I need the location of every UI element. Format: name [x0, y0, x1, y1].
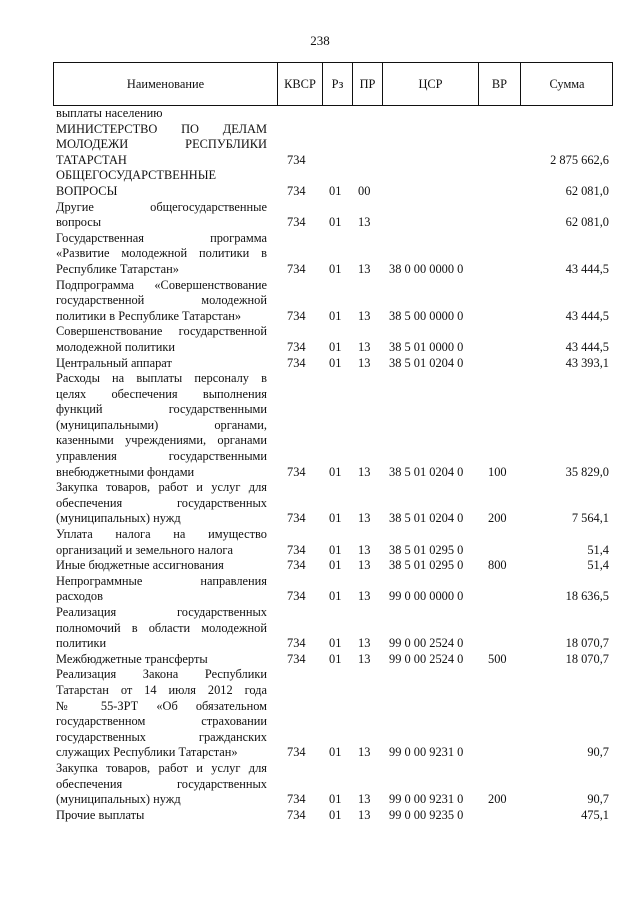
row-name-line: ВОПРОСЫ	[56, 183, 118, 198]
cell-kvsr: 734	[287, 308, 306, 323]
table-row	[0, 200, 640, 231]
row-name-line: Республике Татарстан»	[56, 261, 179, 276]
cell-csr: 38 5 01 0295 0	[389, 558, 464, 573]
table-row	[0, 231, 640, 278]
cell-kvsr: 734	[287, 152, 306, 167]
row-name-line: Непрограммные направления	[56, 573, 267, 588]
cell-sum: 43 444,5	[565, 308, 609, 323]
cell-pr: 13	[358, 261, 371, 276]
cell-rz: 01	[329, 215, 342, 230]
row-name-line: организаций и земельного налога	[56, 542, 234, 557]
page-number: 238	[310, 33, 330, 48]
row-name-line: служащих Республики Татарстан»	[56, 745, 238, 760]
header-sum: Сумма	[549, 77, 585, 91]
cell-rz: 01	[329, 339, 342, 354]
header-vr: ВР	[479, 63, 521, 105]
cell-pr: 13	[358, 792, 371, 807]
table-row	[0, 356, 640, 372]
cell-kvsr: 734	[287, 339, 306, 354]
cell-rz: 01	[329, 792, 342, 807]
cell-vr: 500	[488, 651, 507, 666]
row-name	[56, 231, 267, 278]
table-row	[0, 168, 640, 199]
row-name	[56, 168, 267, 199]
cell-pr: 13	[358, 464, 371, 479]
cell-pr: 13	[358, 215, 371, 230]
row-name-line: Государственная программа	[56, 230, 267, 245]
row-name-line: Совершенствование государственной	[56, 324, 267, 339]
cell-sum: 51,4	[587, 542, 609, 557]
cell-kvsr: 734	[287, 589, 306, 604]
row-name	[56, 574, 267, 605]
table-row	[0, 652, 640, 668]
cell-sum: 62 081,0	[565, 183, 609, 198]
row-name-line: молодежной политики	[56, 339, 175, 354]
header-kvsr: КВСР	[278, 63, 323, 105]
row-name-line: ТАТАРСТАН	[56, 152, 127, 167]
row-name-line: государственных гражданских	[56, 729, 267, 744]
row-name	[56, 480, 267, 527]
cell-sum: 51,4	[587, 558, 609, 573]
row-name	[56, 324, 267, 355]
table-row	[0, 278, 640, 325]
row-name-line: Прочие выплаты	[56, 807, 145, 822]
cell-sum: 18 636,5	[565, 589, 609, 604]
cell-pr: 13	[358, 651, 371, 666]
cell-pr: 13	[358, 339, 371, 354]
row-name-line: Другие общегосударственные	[56, 199, 267, 214]
table-row	[0, 371, 640, 480]
row-name-line: выплаты населению	[56, 106, 163, 120]
cell-rz: 01	[329, 558, 342, 573]
cell-pr: 13	[358, 807, 371, 822]
row-name-line: вопросы	[56, 215, 102, 230]
cell-csr: 99 0 00 2524 0	[389, 651, 464, 666]
table-row	[0, 667, 640, 761]
cell-kvsr: 734	[287, 215, 306, 230]
row-name-line: Закупка товаров, работ и услуг для	[56, 760, 267, 775]
cell-rz: 01	[329, 261, 342, 276]
cell-rz: 01	[329, 511, 342, 526]
row-name-line: государственной молодежной	[56, 293, 267, 308]
row-name-line: государственном страховании	[56, 714, 267, 729]
cell-csr: 38 5 00 0000 0	[389, 308, 464, 323]
cell-pr: 13	[358, 511, 371, 526]
row-name-line: (муниципальными) органами,	[56, 417, 267, 432]
cell-pr: 13	[358, 542, 371, 557]
cell-pr: 13	[358, 636, 371, 651]
row-name	[56, 356, 267, 372]
table-row	[0, 605, 640, 652]
cell-kvsr: 734	[287, 558, 306, 573]
cell-kvsr: 734	[287, 745, 306, 760]
table-row	[0, 761, 640, 808]
cell-csr: 38 5 01 0204 0	[389, 464, 464, 479]
row-name-line: целях обеспечения выполнения	[56, 386, 267, 401]
cell-rz: 01	[329, 651, 342, 666]
row-name-line: внебюджетными фондами	[56, 464, 195, 479]
cell-sum: 475,1	[581, 807, 609, 822]
row-name	[56, 106, 267, 122]
row-name-line: Татарстан от 14 июля 2012 года	[56, 682, 267, 697]
cell-kvsr: 734	[287, 511, 306, 526]
cell-pr: 13	[358, 355, 371, 370]
cell-csr: 99 0 00 2524 0	[389, 636, 464, 651]
table-row	[0, 808, 640, 824]
cell-csr: 99 0 00 0000 0	[389, 589, 464, 604]
cell-csr: 38 5 01 0295 0	[389, 542, 464, 557]
row-name-line: политики	[56, 636, 107, 651]
cell-rz: 01	[329, 183, 342, 198]
cell-csr: 38 5 01 0204 0	[389, 355, 464, 370]
cell-rz: 01	[329, 807, 342, 822]
row-name	[56, 122, 267, 169]
cell-sum: 90,7	[587, 745, 609, 760]
row-name-line: МИНИСТЕРСТВО ПО ДЕЛАМ	[56, 121, 267, 136]
row-name-line: № 55-ЗРТ «Об обязательном	[56, 698, 267, 713]
table-header	[53, 62, 613, 106]
row-name-line: обеспечения государственных	[56, 776, 267, 791]
table-body	[0, 106, 640, 823]
row-name-line: Расходы на выплаты персоналу в	[56, 371, 267, 386]
row-name-line: расходов	[56, 589, 103, 604]
cell-pr: 13	[358, 558, 371, 573]
row-name-line: ОБЩЕГОСУДАРСТВЕННЫЕ	[56, 168, 217, 183]
cell-rz: 01	[329, 542, 342, 557]
cell-sum: 18 070,7	[565, 651, 609, 666]
row-name-line: управления государственными	[56, 449, 267, 464]
row-name-line: Межбюджетные трансферты	[56, 651, 208, 666]
cell-rz: 01	[329, 464, 342, 479]
row-name-line: Подпрограмма «Совершенствование	[56, 277, 267, 292]
cell-kvsr: 734	[287, 651, 306, 666]
row-name-line: полномочий в области молодежной	[56, 620, 267, 635]
table-row	[0, 106, 640, 122]
cell-sum: 7 564,1	[571, 511, 609, 526]
cell-kvsr: 734	[287, 261, 306, 276]
cell-rz: 01	[329, 745, 342, 760]
table-row	[0, 558, 640, 574]
table-row	[0, 574, 640, 605]
cell-rz: 01	[329, 355, 342, 370]
row-name	[56, 558, 267, 574]
row-name	[56, 667, 267, 761]
cell-csr: 99 0 00 9231 0	[389, 745, 464, 760]
row-name-line: Реализация Закона Республики	[56, 667, 267, 682]
row-name	[56, 652, 267, 668]
row-name	[56, 200, 267, 231]
row-name	[56, 808, 267, 824]
header-name: Наименование	[54, 63, 278, 105]
row-name-line: Закупка товаров, работ и услуг для	[56, 480, 267, 495]
row-name-line: функций государственными	[56, 402, 267, 417]
cell-sum: 62 081,0	[565, 215, 609, 230]
cell-kvsr: 734	[287, 807, 306, 822]
row-name-line: казенными учреждениями, органами	[56, 433, 267, 448]
cell-sum: 43 444,5	[565, 261, 609, 276]
row-name	[56, 527, 267, 558]
cell-kvsr: 734	[287, 792, 306, 807]
cell-sum: 2 875 662,6	[550, 152, 609, 167]
cell-vr: 100	[488, 464, 507, 479]
row-name-line: Центральный аппарат	[56, 355, 172, 370]
row-name-line: (муниципальных) нужд	[56, 792, 181, 807]
cell-rz: 01	[329, 589, 342, 604]
cell-sum: 43 444,5	[565, 339, 609, 354]
header-pr: ПР	[353, 63, 383, 105]
cell-sum: 35 829,0	[565, 464, 609, 479]
row-name	[56, 278, 267, 325]
cell-kvsr: 734	[287, 542, 306, 557]
header-csr: ЦСР	[383, 63, 479, 105]
cell-vr: 200	[488, 511, 507, 526]
row-name-line: обеспечения государственных	[56, 495, 267, 510]
cell-sum: 18 070,7	[565, 636, 609, 651]
row-name	[56, 605, 267, 652]
table-row	[0, 527, 640, 558]
cell-csr: 99 0 00 9235 0	[389, 807, 464, 822]
cell-csr: 38 5 01 0204 0	[389, 511, 464, 526]
table-row	[0, 480, 640, 527]
cell-pr: 13	[358, 589, 371, 604]
row-name-line: «Развитие молодежной политики в	[56, 246, 267, 261]
cell-kvsr: 734	[287, 183, 306, 198]
row-name-line: политики в Республике Татарстан»	[56, 308, 242, 323]
cell-csr: 38 0 00 0000 0	[389, 261, 464, 276]
table-row	[0, 122, 640, 169]
row-name-line: МОЛОДЕЖИ РЕСПУБЛИКИ	[56, 137, 267, 152]
row-name-line: (муниципальных) нужд	[56, 511, 181, 526]
cell-sum: 43 393,1	[565, 355, 609, 370]
row-name-line: Уплата налога на имущество	[56, 527, 267, 542]
cell-vr: 800	[488, 558, 507, 573]
cell-kvsr: 734	[287, 464, 306, 479]
cell-csr: 99 0 00 9231 0	[389, 792, 464, 807]
cell-kvsr: 734	[287, 636, 306, 651]
cell-kvsr: 734	[287, 355, 306, 370]
cell-vr: 200	[488, 792, 507, 807]
header-rz: Рз	[323, 63, 353, 105]
row-name-line: Реализация государственных	[56, 605, 267, 619]
cell-pr: 13	[358, 308, 371, 323]
table-row	[0, 324, 640, 355]
cell-csr: 38 5 01 0000 0	[389, 339, 464, 354]
row-name	[56, 371, 267, 480]
cell-rz: 01	[329, 636, 342, 651]
cell-sum: 90,7	[587, 792, 609, 807]
row-name-line: Иные бюджетные ассигнования	[56, 558, 224, 573]
row-name	[56, 761, 267, 808]
cell-pr: 13	[358, 745, 371, 760]
cell-rz: 01	[329, 308, 342, 323]
cell-pr: 00	[358, 183, 371, 198]
